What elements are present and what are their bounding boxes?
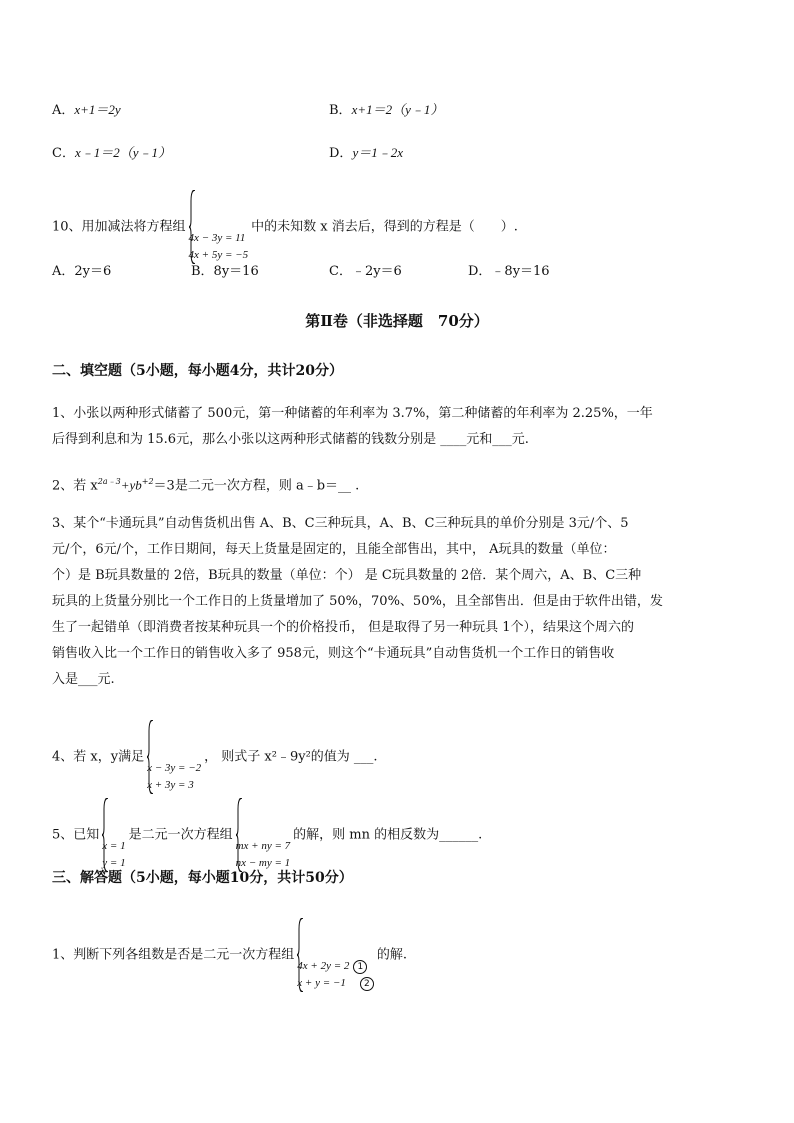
exponent: 2a﹣3	[97, 477, 121, 486]
brace-icon	[147, 720, 153, 794]
fill3-line3: 个）是 B玩具数量的 2倍，B玩具的数量（单位：个） 是 C玩具数量的 2倍．某个周六，A、B、C三种	[52, 568, 642, 583]
option-expr: y＝1﹣2x	[352, 145, 403, 160]
equation-row: x − 3y = −2	[147, 762, 202, 774]
equation-row: 4x + 5y = −5	[188, 249, 249, 261]
question-text: 2、若 x	[52, 478, 98, 494]
option-label: B．	[329, 103, 352, 118]
q9-option-a	[52, 100, 121, 121]
fill2-question	[52, 472, 359, 496]
q10-option-d: D．﹣8y＝16	[468, 264, 550, 279]
fill3-line1: 3、某个“卡通玩具”自动售货机出售 A、B、C三种玩具，A、B、C三种玩具的单价分别是 3元/个、5	[52, 516, 629, 531]
equation-row: nx − my = 1	[235, 857, 291, 869]
q10-option-a: A．2y＝6	[52, 264, 112, 279]
equation-row: mx + ny = 7	[235, 840, 291, 852]
fill1-line1: 1、小张以两种形式储蓄了 500元，第一种储蓄的年利率为 3.7%，第二种储蓄的年利率为 2.25%，一年	[52, 406, 653, 421]
option-label: A．	[52, 103, 75, 118]
question-text: +yb	[120, 477, 142, 493]
question-text: 中的未知数 x 消去后，得到的方程是（ ）.	[251, 219, 518, 235]
equation-row: x = 1	[102, 840, 126, 852]
equation-system	[102, 798, 125, 872]
equation-row	[297, 975, 374, 992]
q10-option-b: B．8y＝16	[191, 264, 259, 279]
brace-icon	[236, 798, 242, 872]
question-text: ， 则式子 x²﹣9y²的值为 ___.	[204, 749, 378, 765]
solve1-question	[52, 918, 407, 992]
option-expr: x+1＝2（y﹣1）	[351, 102, 444, 117]
option-label: D．	[329, 146, 353, 161]
fill1-line2: 后得到利息和为 15.6元，那么小张以这两种形式储蓄的钱数分别是 ____元和___元.	[52, 432, 529, 447]
fill3-line6: 销售收入比一个工作日的销售收入多了 958元，则这个“卡通玩具”自动售货机一个工作日的销售收	[52, 646, 615, 661]
q9-option-d	[329, 143, 403, 164]
q10-option-c: C．﹣2y＝6	[329, 264, 402, 279]
circled-number-icon: 2	[360, 977, 374, 991]
equation-row: x + 3y = 3	[147, 779, 194, 791]
q9-option-b	[329, 100, 443, 121]
question-text: 是二元一次方程组	[128, 827, 233, 843]
section3-title: 三、解答题（5小题，每小题10分，共计50分）	[52, 870, 353, 886]
q10-question	[52, 190, 518, 264]
option-expr: x﹣1＝2（y﹣1）	[74, 145, 171, 160]
part2-title: 第Ⅱ卷（非选择题 70分）	[305, 312, 489, 330]
option-label: C．	[52, 146, 75, 161]
question-text: 1、判断下列各组数是否是二元一次方程组	[52, 947, 295, 963]
question-text: ＝3是二元一次方程，则 a﹣b＝__ .	[153, 478, 360, 494]
equation-system	[189, 190, 249, 264]
equation-row	[297, 958, 374, 975]
equation-row: y = 1	[102, 857, 126, 869]
question-text: 的解.	[376, 947, 407, 963]
fill3-line4: 玩具的上货量分别比一个工作日的上货量增加了 50%，70%、50%，且全部售出．但是由于软件出错，发	[52, 594, 663, 609]
equation-system	[236, 798, 291, 872]
fill3-line5: 生了一起错单（即消费者按某种玩具一个的价格投币， 但是取得了另一种玩具 1个），结果这个周六的	[52, 620, 635, 635]
question-text: 10、用加减法将方程组	[52, 219, 186, 235]
equation-system	[297, 918, 374, 992]
brace-icon	[297, 918, 303, 992]
equation-system	[147, 720, 201, 794]
fill3-line7: 入是___元.	[52, 672, 115, 687]
question-text: 4、若 x，y满足	[52, 749, 145, 765]
question-text: 5、已知	[52, 827, 100, 843]
equation-text: x + y = −1	[297, 977, 346, 989]
q9-option-c	[52, 143, 171, 164]
section2-title: 二、填空题（5小题，每小题4分，共计20分）	[52, 363, 343, 379]
equation-text: 4x + 2y = 2	[297, 960, 350, 972]
equation-row: 4x − 3y = 11	[188, 232, 246, 244]
fill3-line2: 元/个，6元/个，工作日期间，每天上货量是固定的，且能全部售出，其中， A玩具的数量（单位：	[52, 542, 616, 557]
brace-icon	[189, 190, 195, 264]
fill4-question	[52, 720, 378, 794]
fill5-question	[52, 798, 482, 872]
question-text: 的解，则 mn 的相反数为______.	[293, 827, 483, 843]
brace-icon	[102, 798, 108, 872]
circled-number-icon: 1	[353, 960, 367, 974]
option-expr: x+1＝2y	[74, 102, 121, 117]
exponent: +2	[141, 477, 154, 486]
